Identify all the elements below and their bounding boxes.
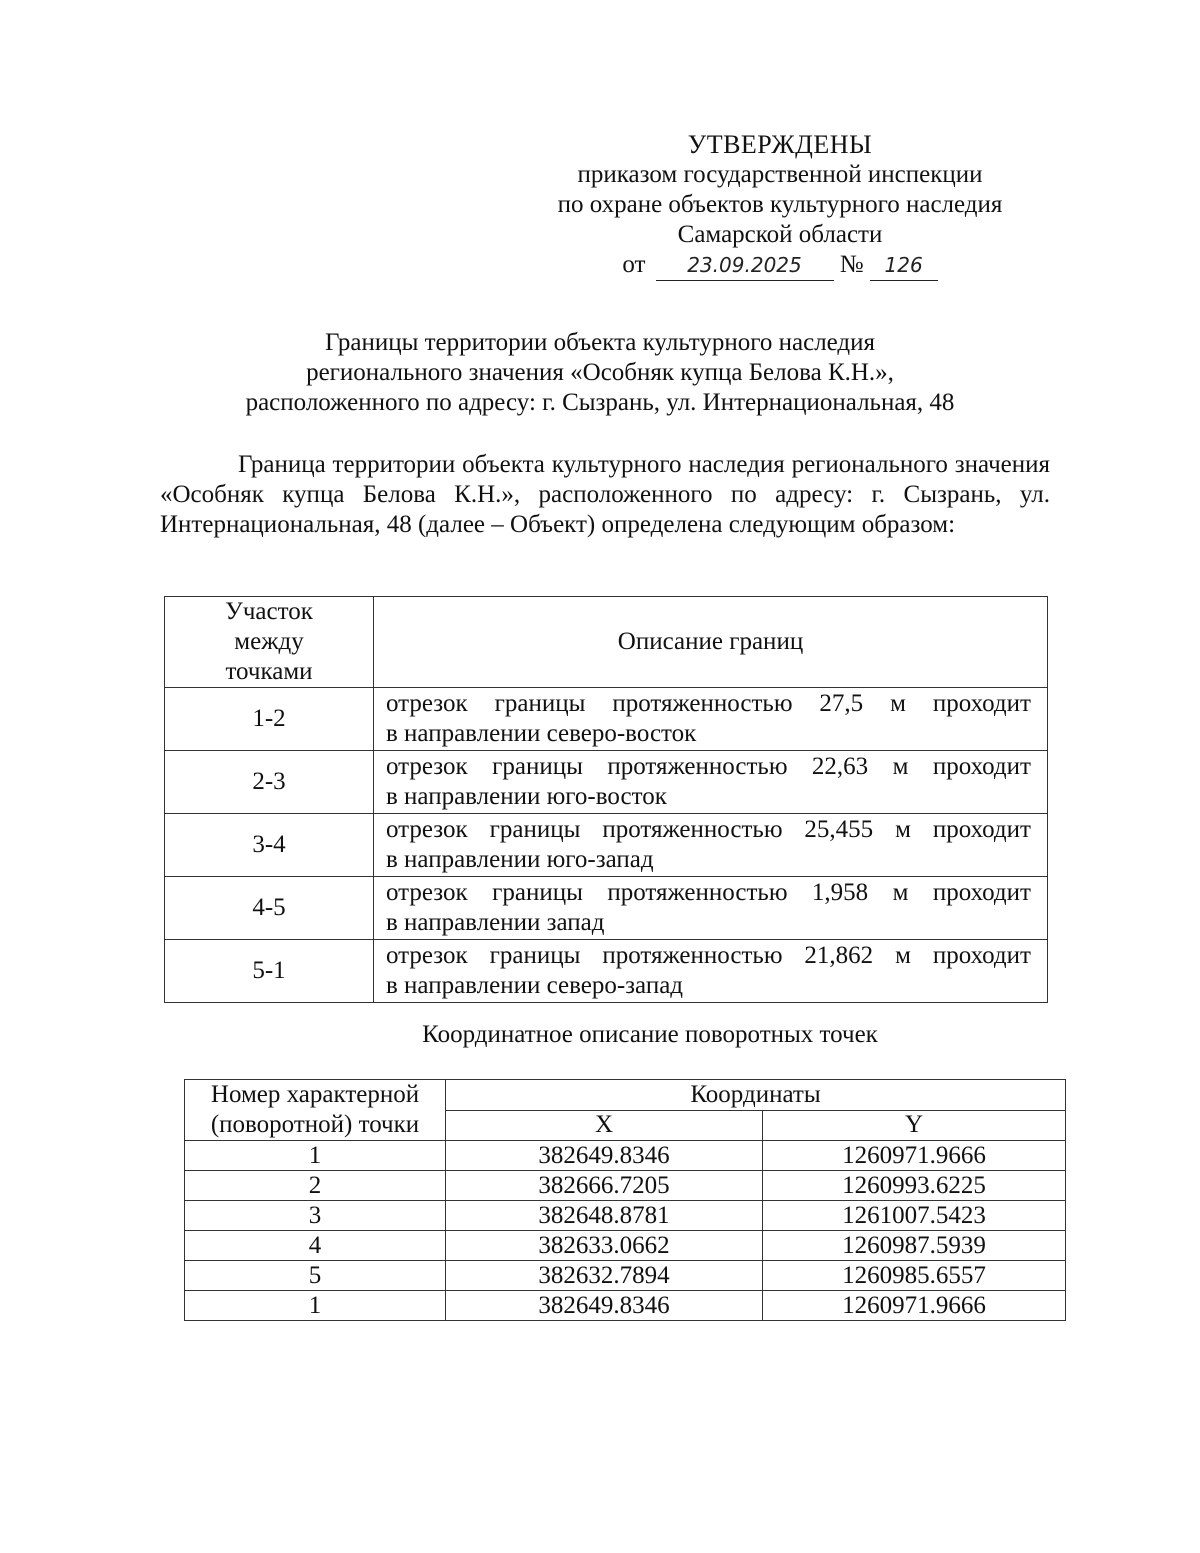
point-number: 2 [185,1171,446,1201]
boundaries-table [164,596,1048,1003]
word-passes: проходит [932,879,1031,906]
description-cell [374,688,1048,751]
intro-paragraph [160,450,1050,540]
coordinate-y: 1260987.5939 [763,1231,1066,1261]
word-boundary: границы [492,753,583,780]
point-number: 4 [185,1231,446,1261]
length-value: 1,958 [811,879,869,906]
description-cell [374,814,1048,877]
coordinate-row [185,1261,1066,1291]
coordinate-x: 382649.8346 [446,1141,763,1171]
coordinate-x: 382649.8346 [446,1291,763,1321]
word-passes: проходит [932,690,1031,717]
length-unit: м [892,753,909,780]
coordinate-y: 1261007.5423 [763,1201,1066,1231]
boundary-row [165,877,1048,940]
order-date: 23.09.2025 [656,250,834,281]
coordinate-y: 1260985.6557 [763,1261,1066,1291]
word-length: протяженностью [602,816,783,843]
segment-cell: 2-3 [165,751,374,814]
word-segment: отрезок [386,816,468,843]
description-line-1 [386,815,1031,845]
word-length: протяженностью [607,753,788,780]
description-line-1 [386,689,1031,719]
document-heading [150,328,1050,418]
heading-line-3: расположенного по адресу: г. Сызрань, ул. Интернациональная, 48 [245,389,955,416]
boundary-row [165,751,1048,814]
header-coordinates: Координаты [446,1080,1066,1111]
coordinate-y: 1260971.9666 [763,1291,1066,1321]
date-prefix: от [622,251,646,278]
coordinate-x: 382648.8781 [446,1201,763,1231]
heading-line-1: Границы территории объекта культурного наследия [324,329,876,356]
direction-text: в направлении юго-запад [386,846,654,873]
length-value: 27,5 [819,690,864,717]
segment-cell: 4-5 [165,877,374,940]
length-value: 21,862 [804,942,874,969]
word-segment: отрезок [386,753,468,780]
boundary-row [165,688,1048,751]
header-description: Описание границ [374,597,1048,688]
coordinate-x: 382666.7205 [446,1171,763,1201]
approval-date-line [520,250,1040,281]
word-boundary: границы [489,942,581,969]
description-cell [374,877,1048,940]
approval-line-1: приказом государственной инспекции [577,161,983,188]
point-number: 3 [185,1201,446,1231]
point-number: 5 [185,1261,446,1291]
approval-block [520,130,1040,281]
segment-cell: 3-4 [165,814,374,877]
coordinates-header-row [185,1080,1066,1111]
length-value: 22,63 [811,753,869,780]
word-boundary: границы [489,816,581,843]
coordinate-row [185,1201,1066,1231]
coordinate-y: 1260971.9666 [763,1141,1066,1171]
approval-line-2: по охране объектов культурного наследия [557,191,1003,218]
number-prefix: № [839,251,864,278]
coordinate-row [185,1231,1066,1261]
word-segment: отрезок [386,879,468,906]
direction-text: в направлении юго-восток [386,783,667,810]
header-x: X [446,1110,763,1141]
coordinate-row [185,1171,1066,1201]
coordinate-row [185,1141,1066,1171]
coordinate-y: 1260993.6225 [763,1171,1066,1201]
coordinate-row [185,1291,1066,1321]
point-number: 1 [185,1291,446,1321]
boundary-row [165,814,1048,877]
length-value: 25,455 [804,816,874,843]
word-boundary: границы [494,690,586,717]
approval-title: УТВЕРЖДЕНЫ [687,130,873,159]
order-number: 126 [870,250,938,281]
boundaries-header-row [165,597,1048,688]
header-segment: Участок между точками [165,597,374,688]
coordinates-table [184,1079,1066,1321]
description-cell [374,940,1048,1003]
direction-text: в направлении запад [386,909,605,936]
word-length: протяженностью [602,942,783,969]
word-passes: проходит [932,753,1031,780]
coordinate-x: 382632.7894 [446,1261,763,1291]
direction-text: в направлении северо-восток [386,720,697,747]
header-y: Y [763,1110,1066,1141]
intro-text: Граница территории объекта культурного наследия регионального значения «Особняк купца Белова К.Н.», расположенного по адресу: г. Сызрань, ул. Интернациональная, 48 (далее – Объект) определена следующим образом: [160,451,1050,538]
word-passes: проходит [932,816,1031,843]
description-cell [374,751,1048,814]
word-boundary: границы [492,879,583,906]
segment-cell: 1-2 [165,688,374,751]
header-point: Номер характерной (поворотной) точки [185,1080,446,1141]
word-segment: отрезок [386,942,468,969]
coordinates-caption: Координатное описание поворотных точек [422,1021,878,1048]
approval-line-3: Самарской области [677,221,883,248]
heading-line-2: регионального значения «Особняк купца Белова К.Н.», [306,359,894,386]
coordinate-x: 382633.0662 [446,1231,763,1261]
description-line-1 [386,941,1031,971]
word-segment: отрезок [386,690,468,717]
description-line-1 [386,752,1031,782]
word-length: протяженностью [612,690,793,717]
word-length: протяженностью [607,879,788,906]
description-line-1 [386,878,1031,908]
boundary-row [165,940,1048,1003]
length-unit: м [895,816,911,843]
length-unit: м [892,879,909,906]
segment-cell: 5-1 [165,940,374,1003]
point-number: 1 [185,1141,446,1171]
direction-text: в направлении северо-запад [386,972,684,999]
word-passes: проходит [932,942,1031,969]
length-unit: м [890,690,906,717]
length-unit: м [895,942,911,969]
